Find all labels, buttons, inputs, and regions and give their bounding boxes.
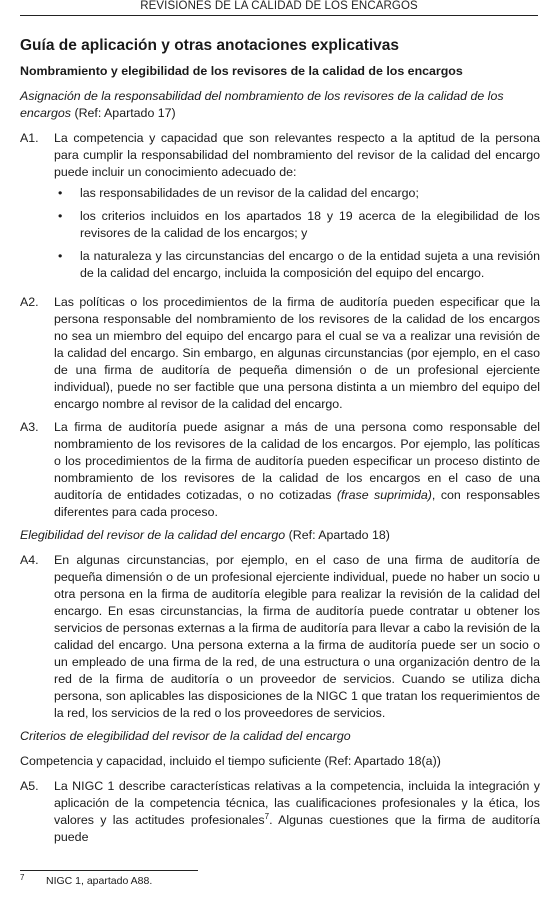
subsection-title: Nombramiento y elegibilidad de los revisores de la calidad de los encargos xyxy=(20,64,463,78)
list-item-text: la naturaleza y las circunstancias del encargo o de la entidad sujeta a una revisión de la calidad del encargo, incluida la composición del equipo del encargo. xyxy=(80,249,540,280)
list-item xyxy=(54,248,540,282)
heading-eligibility-text: Elegibilidad del revisor de la calidad del encargo xyxy=(20,528,286,542)
heading-criteria: Criterios de elegibilidad del revisor de la calidad del encargo xyxy=(20,729,351,743)
footnote xyxy=(20,875,152,887)
heading-competence: Competencia y capacidad, incluido el tiempo suficiente (Ref: Apartado 18(a)) xyxy=(20,754,441,768)
paragraph-body xyxy=(54,419,540,521)
heading-assignment xyxy=(20,88,540,122)
bullet-icon: • xyxy=(58,249,63,263)
paragraph-text: La firma de auditoría puede asignar a más de una persona como responsable del nombramiento de los revisores de la calidad de los encargos. Por ejemplo, las políticas o los procedimientos de la firma de auditoría pueden especificar un proceso distinto de nombramiento de los revisores de la calidad de los encargos en el caso de una auditoría de entidades cotizadas, o no cotizadas xyxy=(54,420,540,502)
paragraph-number: A4. xyxy=(20,553,39,567)
footnote-rule xyxy=(20,870,198,871)
list-item-text: las responsabilidades de un revisor de la calidad del encargo; xyxy=(80,186,419,200)
paragraph-text-end: , con responsables diferentes para cada proceso. xyxy=(54,488,540,519)
paragraph-number: A3. xyxy=(20,420,39,434)
bullet-icon: • xyxy=(58,209,63,223)
footnote-number: 7 xyxy=(20,873,25,882)
footnote-reference[interactable]: 7 xyxy=(264,811,270,821)
paragraph-text-end: . Algunas cuestiones que la firma de auditoría puede xyxy=(54,813,540,844)
paragraph-a1 xyxy=(20,130,540,288)
header-rule xyxy=(20,15,538,16)
paragraph-text: La NIGC 1 describe características relativas a la competencia, incluida la integración y aplicación de la competencia técnica, las cualificaciones profesionales y la ética, los valores y las actitudes profesionales xyxy=(54,779,540,827)
page-content xyxy=(20,36,540,852)
section-title: Guía de aplicación y otras anotaciones explicativas xyxy=(20,37,400,54)
heading-eligibility xyxy=(20,527,540,544)
paragraph-a3 xyxy=(20,419,540,521)
list-item xyxy=(54,208,540,242)
list-item xyxy=(54,185,540,202)
heading-assignment-ref: (Ref: Apartado 17) xyxy=(74,106,176,120)
paragraph-text: Las políticas o los procedimientos de la firma de auditoría pueden especificar que la persona responsable del nombramiento de los revisores de la calidad de los encargos no sea un miembro del equipo del encargo para el cual se va a realizar una revisión de la calidad del encargo. Sin embargo, en algunas circunstancias (por ejemplo, en el caso de una firma de auditoría de pequeña dimensión o de un profesional ejerciente individual), puede no ser factible que una persona distinta a un miembro del equipo del encargo nombre al revisor de la calidad del encargo. xyxy=(54,295,540,411)
heading-assignment-text: Asignación de la responsabilidad del nombramiento de los revisores de la calidad de los encargos xyxy=(20,89,504,120)
paragraph-number: A5. xyxy=(20,779,39,793)
bullet-list xyxy=(54,185,540,282)
list-item-text: los criterios incluidos en los apartados 18 y 19 acerca de la elegibilidad de los revisores de la calidad de los encargos; y xyxy=(80,209,540,240)
paragraph-number: A2. xyxy=(20,295,39,309)
omitted-phrase-note: (frase suprimida) xyxy=(336,488,432,502)
paragraph-text: La competencia y capacidad que son relevantes respecto a la aptitud de la persona para cumplir la responsabilidad del nombramiento del revisor de la calidad del encargo puede incluir un conocimiento adecuado de: xyxy=(54,131,540,179)
running-header: REVISIONES DE LA CALIDAD DE LOS ENCARGOS xyxy=(140,0,418,12)
paragraph-body xyxy=(54,778,540,846)
paragraph-a4 xyxy=(20,552,540,722)
paragraph-a5 xyxy=(20,778,540,846)
paragraph-number: A1. xyxy=(20,131,39,145)
paragraph-body xyxy=(54,130,540,288)
bullet-icon: • xyxy=(58,186,63,200)
heading-eligibility-ref: (Ref: Apartado 18) xyxy=(288,528,390,542)
paragraph-a2 xyxy=(20,294,540,413)
footnote-text: NIGC 1, apartado A88. xyxy=(46,875,153,887)
paragraph-text: En algunas circunstancias, por ejemplo, en el caso de una firma de auditoría de pequeña dimensión o de un profesional ejerciente individual, puede no haber un socio u otra persona en la firma de auditoría elegible para realizar la revisión de la calidad del encargo. En esas circunstancias, la firma de auditoría puede contratar u obtener los servicios de personas externas a la firma de auditoría para llevar a cabo la revisión de la calidad del encargo. Una persona externa a la firma de auditoría puede ser un socio o un empleado de una firma de la red, de una estructura o una organización dentro de la red de la firma de auditoría o un proveedor de servicios. Cuando se utiliza dicha persona, son aplicables las disposiciones de la NIGC 1 que tratan los requerimientos de la red, los servicios de la red o los proveedores de servicios. xyxy=(54,553,540,720)
